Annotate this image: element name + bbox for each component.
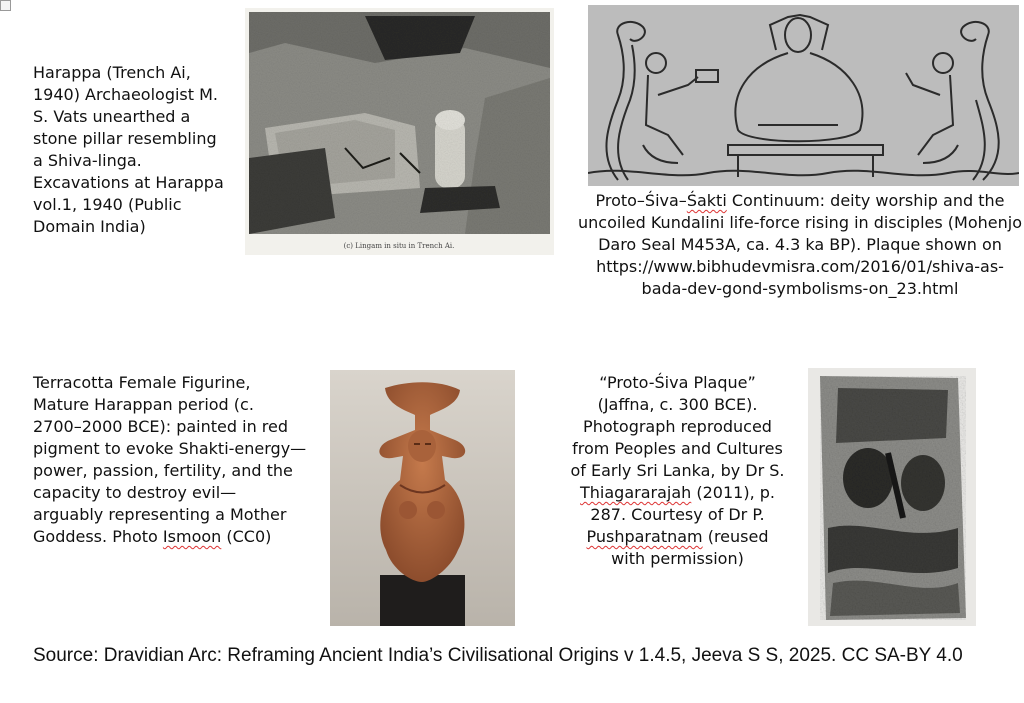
caption-line: Domain India) (33, 217, 146, 236)
caption-line: of Early Sri Lanka, by Dr S. (570, 461, 785, 480)
caption-harappa (33, 62, 224, 238)
spellcheck-flag: Pushparatnam (586, 527, 703, 546)
caption-line: Excavations at Harappa (33, 173, 224, 192)
caption-line: capacity to destroy evil— (33, 483, 237, 502)
photo-lingam-trench (245, 8, 554, 255)
caption-line: 1940) Archaeologist M. (33, 85, 219, 104)
photo-terracotta-figurine (330, 370, 515, 626)
caption-line: Daro Seal M453A, ca. 4.3 ka BP). Plaque shown on (598, 235, 1002, 254)
caption-line: (Jaffna, c. 300 BCE). (597, 395, 758, 414)
caption-line: Photograph reproduced (583, 417, 772, 436)
source-citation: Source: Dravidian Arc: Reframing Ancient India’s Civilisational Origins v 1.4.5, Jeeva S S, 2025. CC SA-BY 4.0 (33, 645, 963, 666)
caption-terracotta (33, 372, 306, 548)
caption-proto-siva-sakti (560, 190, 1024, 300)
caption-line: 287. Courtesy of Dr P. (590, 505, 765, 524)
spellcheck-flag: Ismoon (162, 527, 222, 546)
caption-line: Pushparatnam (reused (586, 527, 769, 546)
caption-line: vol.1, 1940 (Public (33, 195, 182, 214)
caption-line: with permission) (611, 549, 744, 568)
anchor-marker-icon (0, 0, 11, 11)
caption-line: S. Vats unearthed a (33, 107, 191, 126)
drawing-proto-siva-seal (588, 5, 1019, 186)
caption-line: Proto–Śiva–Śakti Continuum: deity worship and the (595, 191, 1005, 210)
caption-line: https://www.bibhudevmisra.com/2016/01/shiva-as- (596, 257, 1004, 276)
caption-line: a Shiva-linga. (33, 151, 142, 170)
caption-line: Mature Harappan period (c. (33, 395, 254, 414)
photo-jaffna-plaque (808, 368, 976, 626)
caption-line: 2700–2000 BCE): painted in red (33, 417, 289, 436)
caption-line: stone pillar resembling (33, 129, 217, 148)
photo-caption: (c) Lingam in situ in Trench Ai. (343, 242, 455, 250)
caption-jaffna-plaque (560, 372, 795, 570)
spellcheck-flag: Thiagararajah (580, 483, 692, 502)
spellcheck-flag: Śakti (686, 191, 727, 210)
caption-line: power, passion, fertility, and the (33, 461, 293, 480)
caption-line: from Peoples and Cultures (572, 439, 783, 458)
caption-line: bada-dev-gond-symbolisms-on_23.html (641, 279, 959, 298)
caption-line: Harappa (Trench Ai, (33, 63, 191, 82)
caption-line: Goddess. Photo Ismoon (CC0) (33, 527, 272, 546)
caption-line: uncoiled Kundalini life-force rising in disciples (Mohenjo (578, 213, 1022, 232)
caption-line: “Proto-Śiva Plaque” (599, 373, 756, 392)
caption-line: Thiagararajah (2011), p. (580, 483, 775, 502)
caption-line: arguably representing a Mother (33, 505, 287, 524)
caption-line: pigment to evoke Shakti-energy— (33, 439, 307, 458)
caption-line: Terracotta Female Figurine, (33, 373, 251, 392)
